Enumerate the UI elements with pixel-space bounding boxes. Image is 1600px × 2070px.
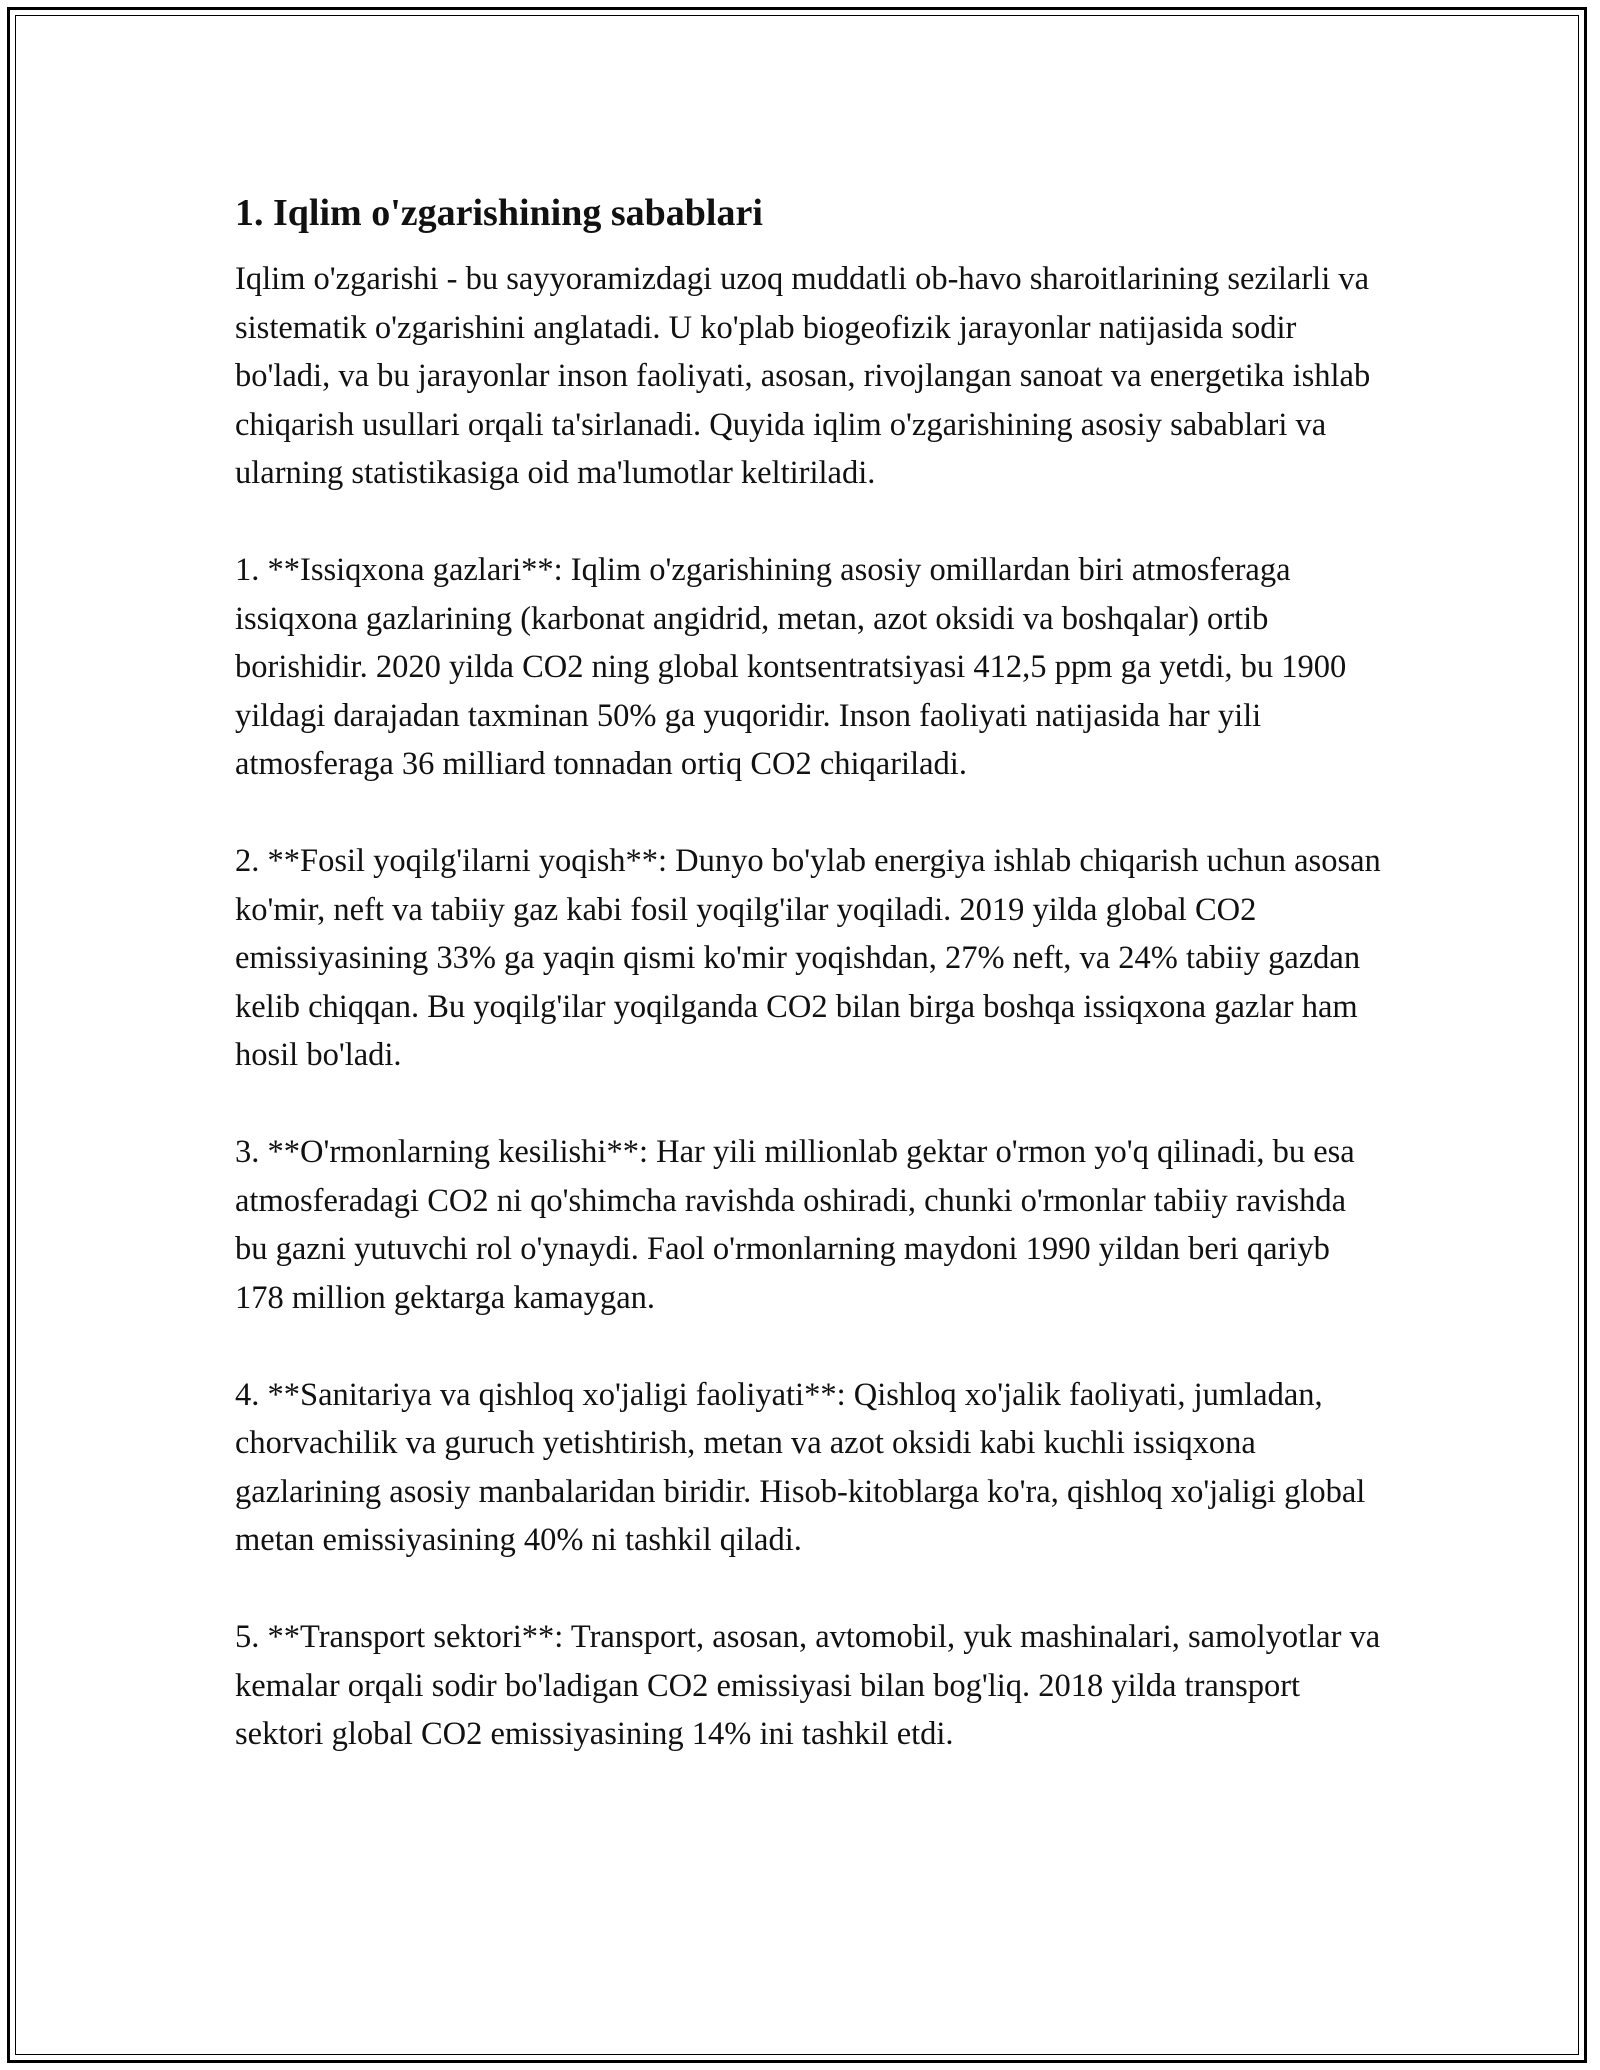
cause-agriculture-paragraph: 4. **Sanitariya va qishloq xo'jaligi faoliyati**: Qishloq xo'jalik faoliyati, jumladan, chorvachilik va guruch yetishtirish, metan va azot oksidi kabi kuchli issiqxona gazlarining asosiy manbalaridan biridir. Hisob-kitoblarga ko'ra, qishloq xo'jaligi global metan emissiyasining 40% ni tashkil qiladi. bbox=[235, 1376, 1366, 1558]
cause-transport-paragraph: 5. **Transport sektori**: Transport, asosan, avtomobil, yuk mashinalari, samolyotlar va kemalar orqali sodir bo'ladigan CO2 emissiyasi bilan bog'liq. 2018 yilda transport sektori global CO2 emissiyasining 14% ini tashkil etdi. bbox=[235, 1619, 1381, 1752]
cause-fossil-fuels-paragraph: 2. **Fosil yoqilg'ilarni yoqish**: Dunyo bo'ylab energiya ishlab chiqarish uchun asosan ko'mir, neft va tabiiy gaz kabi fosil yoqilg'ilar yoqiladi. 2019 yilda global CO2 emissiyasining 33% ga yaqin qismi ko'mir yoqishdan, 27% neft, va 24% tabiiy gazdan kelib chiqqan. Bu yoqilg'ilar yoqilganda CO2 bilan birga boshqa issiqxona gazlar ham hosil bo'ladi. bbox=[235, 843, 1381, 1073]
intro-paragraph: Iqlim o'zgarishi - bu sayyoramizdagi uzoq muddatli ob-havo sharoitlarining sezilarli va sistematik o'zgarishini anglatadi. U ko'plab biogeofizik jarayonlar natijasida sodir bo'ladi, va bu jarayonlar inson faoliyati, asosan, rivojlangan sanoat va energetika ishlab chiqarish usullari orqali ta'sirlanadi. Quyida iqlim o'zgarishining asosiy sabablari va ularning statistikasiga oid ma'lumotlar keltiriladi. bbox=[235, 261, 1371, 491]
document-body bbox=[235, 185, 1385, 1807]
cause-greenhouse-gases-paragraph: 1. **Issiqxona gazlari**: Iqlim o'zgarishining asosiy omillardan biri atmosferaga issiqxona gazlarining (karbonat angidrid, metan, azot oksidi va boshqalar) ortib borishidir. 2020 yilda CO2 ning global kontsentratsiyasi 412,5 ppm ga yetdi, bu 1900 yildagi darajadan taxminan 50% ga yuqoridir. Inson faoliyati natijasida har yili atmosferaga 36 milliard tonnadan ortiq CO2 chiqariladi. bbox=[235, 552, 1347, 782]
cause-deforestation-paragraph: 3. **O'rmonlarning kesilishi**: Har yili millionlab gektar o'rmon yo'q qilinadi, bu esa atmosferadagi CO2 ni qo'shimcha ravishda oshiradi, chunki o'rmonlar tabiiy ravishda bu gazni yutuvchi rol o'ynaydi. Faol o'rmonlarning maydoni 1990 yildan beri qariyb 178 million gektarga kamaygan. bbox=[235, 1134, 1355, 1316]
section-heading: 1. Iqlim o'zgarishining sabablari bbox=[235, 192, 763, 234]
